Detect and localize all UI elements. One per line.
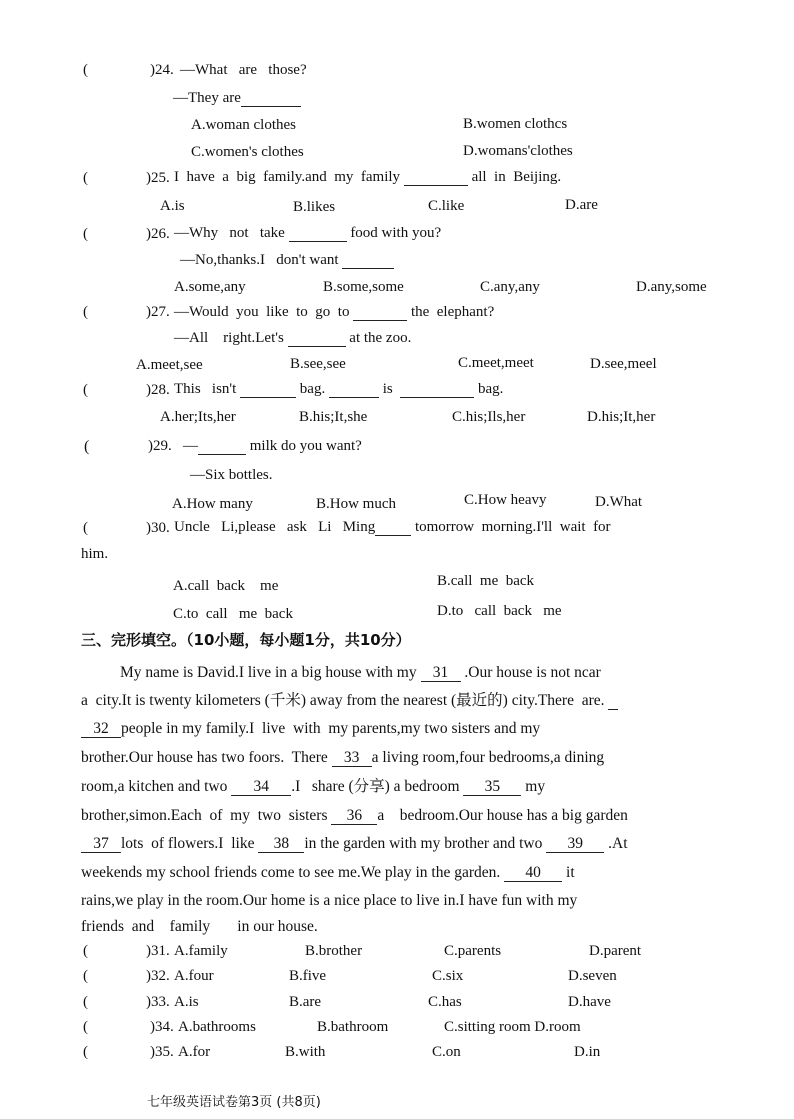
q29-option-b: B.How much — [316, 496, 396, 512]
q33-option-a: A.is — [174, 994, 199, 1010]
q32-number: )32. — [146, 968, 170, 984]
q30-stem: Uncle Li,please ask Li Ming tomorrow morning.I'll wait for — [174, 519, 611, 535]
q33-number: )33. — [146, 994, 170, 1010]
q25-option-b: B.likes — [293, 199, 336, 215]
passage-line-1: My name is David.I live in a big house with my 31 .Our house is not ncar — [120, 664, 601, 681]
q31-option-d: D.parent — [589, 943, 642, 959]
q30-option-a: A.call back me — [173, 578, 279, 594]
q31-number: )31. — [146, 943, 170, 959]
section-title: 三、完形填空。（10小题，每小题1分，共10分） — [81, 631, 411, 649]
q27-stem: —Would you like to go to the elephant? — [174, 304, 495, 320]
q31-option-a: A.family — [174, 943, 228, 959]
passage-line-8: weekends my school friends come to see me.We play in the garden. 40 it — [81, 864, 575, 881]
q24-option-a: A.woman clothes — [191, 117, 296, 133]
passage-line-4: brother.Our house has two foors. There 33 a living room,four bedrooms,a dining — [81, 749, 605, 766]
q33-option-d: D.have — [568, 994, 611, 1010]
q26-option-a: A.some,any — [174, 279, 246, 295]
q31-option-b: B.brother — [305, 943, 363, 959]
q26-number: )26. — [146, 226, 170, 242]
passage-line-5: room,a kitchen and two 34 .I share (分享) a bedroom 35 my — [81, 778, 546, 795]
passage-line-10: friends and family in our house. — [81, 918, 318, 935]
q27-option-c: C.meet,meet — [458, 355, 534, 371]
q33-paren: ( — [83, 994, 88, 1010]
q28-stem: This isn't bag. is bag. — [174, 381, 504, 397]
q30-option-b: B.call me back — [437, 573, 535, 589]
q25-stem: I have a big family.and my family all in Beijing. — [174, 169, 562, 185]
q30-option-d: D.to call back me — [437, 603, 562, 619]
q35-option-c: C.on — [432, 1044, 461, 1060]
q25-option-a: A.is — [160, 198, 185, 214]
q35-option-a: A.for — [178, 1044, 211, 1060]
q33-option-c: C.has — [428, 994, 462, 1010]
q27-option-a: A.meet,see — [136, 357, 203, 373]
q24-option-b: B.women clothcs — [463, 116, 568, 132]
q27-number: )27. — [146, 304, 170, 320]
q35-paren: ( — [83, 1044, 88, 1060]
q34-option-a: A.bathrooms — [178, 1019, 256, 1035]
q34-option-b: B.bathroom — [317, 1019, 389, 1035]
q30-paren: ( — [83, 520, 88, 536]
q29-option-a: A.How many — [172, 496, 253, 512]
passage-line-7: 37 lots of flowers.I like 38 in the garden with my brother and two 39 .At — [81, 836, 628, 853]
q27-subline: —All right.Let's at the zoo. — [174, 330, 412, 346]
passage-line-6: brother,simon.Each of my two sisters 36 a bedroom.Our house has a big garden — [81, 807, 628, 824]
q24-stem: —What are those? — [180, 62, 307, 78]
q34-paren: ( — [83, 1019, 88, 1035]
q24-number: )24. — [150, 62, 174, 78]
q24-option-c: C.women's clothes — [191, 144, 304, 160]
q32-paren: ( — [83, 968, 88, 984]
passage-line-2: a city.It is twenty kilometers (千米) away from the nearest (最近的) city.There are. — [81, 693, 618, 710]
q25-number: )25. — [146, 170, 170, 186]
page-footer: 七年级英语试卷第3页 (共8页) — [147, 1095, 321, 1110]
q30-stem-cont: him. — [81, 546, 109, 562]
passage-line-3: 32 people in my family.I live with my parents,my two sisters and my — [81, 721, 540, 738]
q34-option-cd: C.sitting room D.room — [444, 1019, 581, 1035]
q25-option-d: D.are — [565, 197, 598, 213]
q26-option-c: C.any,any — [480, 279, 540, 295]
q25-option-c: C.like — [428, 198, 465, 214]
q30-option-c: C.to call me back — [173, 606, 293, 622]
q28-option-c: C.his;Ils,her — [452, 409, 526, 425]
q26-paren: ( — [83, 226, 88, 242]
q26-subline: —No,thanks.I don't want — [180, 253, 394, 269]
q32-option-a: A.four — [174, 968, 214, 984]
q29-stem: — milk do you want? — [183, 438, 362, 454]
q29-option-d: D.What — [595, 494, 643, 510]
q32-option-b: B.five — [289, 968, 327, 984]
q27-paren: ( — [83, 304, 88, 320]
q24-subline: —They are — [173, 91, 301, 107]
passage-line-9: rains,we play in the room.Our home is a nice place to live in.I have fun with my — [81, 892, 578, 909]
q29-paren: ( — [84, 438, 90, 455]
q26-stem: —Why not take food with you? — [174, 225, 442, 241]
q27-option-b: B.see,see — [290, 356, 346, 372]
q26-option-b: B.some,some — [323, 279, 404, 295]
q32-option-c: C.six — [432, 968, 464, 984]
q31-option-c: C.parents — [444, 943, 502, 959]
q29-subline: —Six bottles. — [190, 467, 273, 483]
q28-paren: ( — [83, 382, 88, 398]
q29-option-c: C.How heavy — [464, 492, 547, 508]
q35-option-b: B.with — [285, 1044, 326, 1060]
q28-option-b: B.his;It,she — [299, 409, 368, 425]
q33-option-b: B.are — [289, 994, 322, 1010]
q35-option-d: D.in — [574, 1044, 601, 1060]
q30-number: )30. — [146, 520, 170, 536]
q24-option-d: D.womans'clothes — [463, 143, 573, 159]
q28-option-d: D.his;It,her — [587, 409, 656, 425]
q24-paren: ( — [83, 62, 88, 78]
q28-option-a: A.her;Its,her — [160, 409, 236, 425]
q28-number: )28. — [146, 382, 170, 398]
q31-paren: ( — [83, 943, 88, 959]
q26-option-d: D.any,some — [636, 279, 707, 295]
q27-option-d: D.see,meel — [590, 356, 657, 372]
q35-number: )35. — [150, 1044, 174, 1060]
q32-option-d: D.seven — [568, 968, 617, 984]
q29-number: )29. — [148, 438, 172, 454]
q34-number: )34. — [150, 1019, 174, 1035]
q25-paren: ( — [83, 170, 88, 186]
